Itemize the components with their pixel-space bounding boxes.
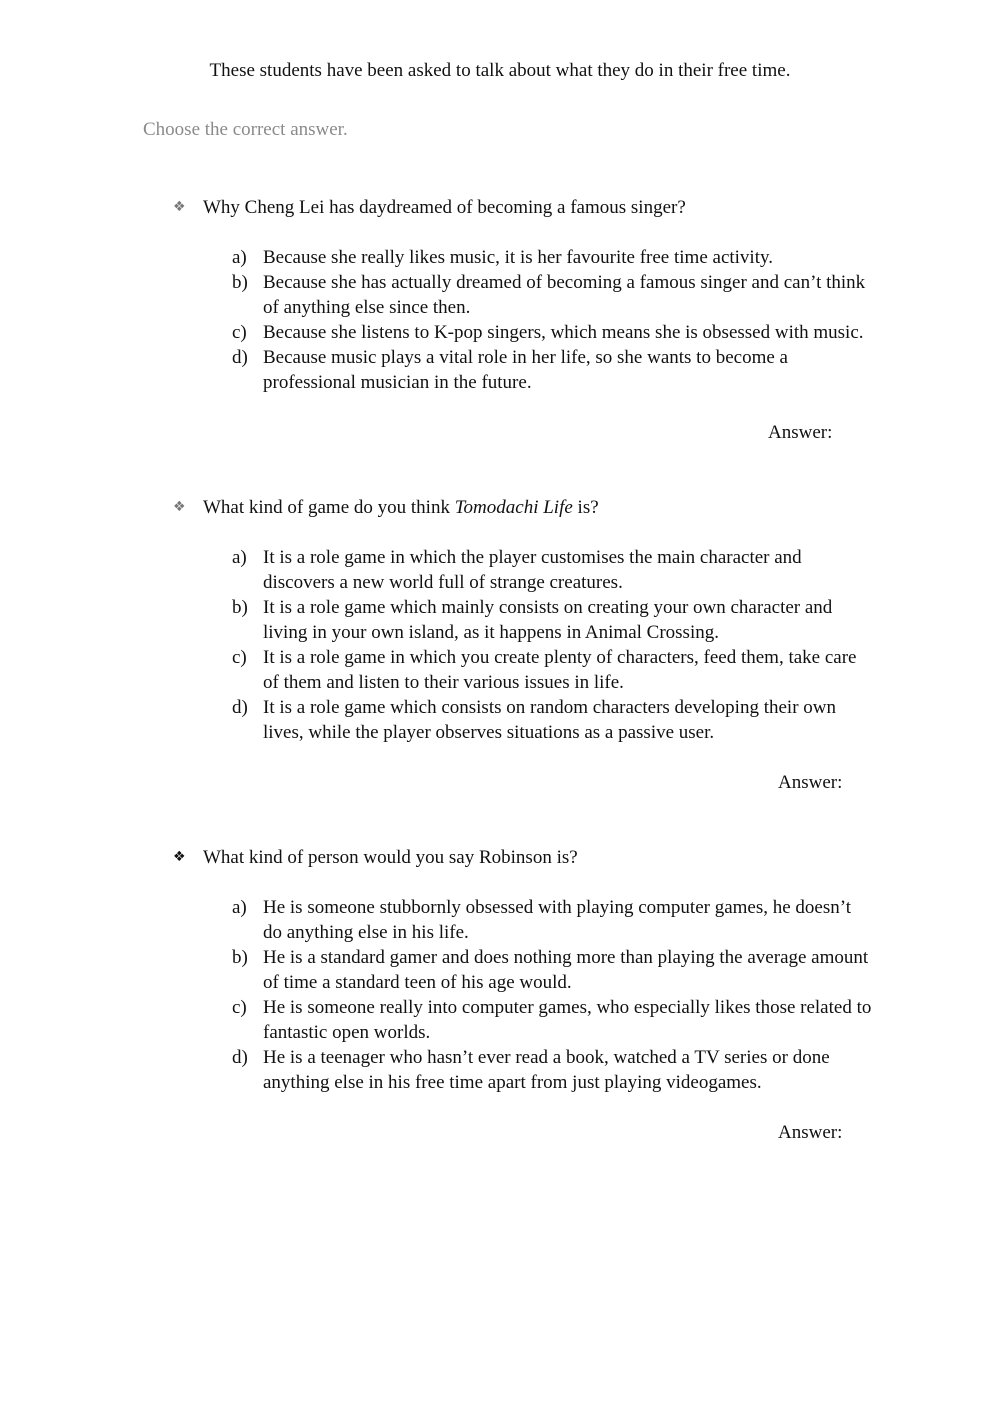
diamond-bullet-icon: ❖	[173, 849, 186, 865]
intro-text: These students have been asked to talk about what they do in their free time.	[209, 60, 791, 81]
option-letter: d)	[232, 697, 248, 718]
question-2-text-before: What kind of game do you think	[203, 497, 455, 518]
answer-label-1: Answer:	[768, 422, 833, 443]
option-letter: d)	[232, 1047, 248, 1068]
option-2c[interactable]	[232, 645, 872, 695]
option-letter: a)	[232, 247, 247, 268]
option-2a[interactable]	[232, 545, 872, 595]
option-letter: b)	[232, 947, 248, 968]
option-letter: b)	[232, 272, 248, 293]
option-text: Because she really likes music, it is her favourite free time activity.	[263, 247, 774, 268]
option-3b[interactable]	[232, 945, 872, 995]
option-2b[interactable]	[232, 595, 872, 645]
option-text: He is someone really into computer games, who especially likes those related to fantastic open worlds.	[263, 997, 872, 1043]
option-text: He is someone stubbornly obsessed with playing computer games, he doesn’t do anything else in his life.	[263, 897, 852, 943]
question-2-line	[173, 495, 599, 520]
diamond-bullet-icon: ❖	[173, 199, 186, 215]
option-text: Because she has actually dreamed of becoming a famous singer and can’t think of anything else since then.	[263, 272, 866, 318]
option-letter: d)	[232, 347, 248, 368]
question-2-options	[232, 545, 872, 745]
option-1c[interactable]	[232, 320, 872, 345]
option-text: Because music plays a vital role in her life, so she wants to become a professional musician in the future.	[263, 347, 788, 393]
question-3-line	[173, 845, 578, 870]
option-text: He is a teenager who hasn’t ever read a book, watched a TV series or done anything else in his free time apart from just playing videogames.	[263, 1047, 830, 1093]
option-letter: c)	[232, 647, 247, 668]
question-1-options	[232, 245, 872, 395]
option-3d[interactable]	[232, 1045, 872, 1095]
diamond-bullet-icon: ❖	[173, 499, 186, 515]
question-2-text-after: is?	[572, 497, 599, 518]
option-2d[interactable]	[232, 695, 872, 745]
question-3-options	[232, 895, 872, 1095]
option-letter: c)	[232, 997, 247, 1018]
option-text: It is a role game which consists on random characters developing their own lives, while the player observes situations as a passive user.	[263, 697, 836, 743]
option-text: It is a role game in which the player customises the main character and discovers a new world full of strange creatures.	[263, 547, 802, 593]
answer-label-2: Answer:	[778, 772, 843, 793]
question-3-text: What kind of person would you say Robinson is?	[203, 847, 578, 868]
option-letter: a)	[232, 897, 247, 918]
option-letter: a)	[232, 547, 247, 568]
option-1a[interactable]	[232, 245, 872, 270]
option-letter: b)	[232, 597, 248, 618]
question-2-game-title: Tomodachi Life	[454, 497, 573, 518]
option-3a[interactable]	[232, 895, 872, 945]
option-letter: c)	[232, 322, 247, 343]
question-1-line	[173, 195, 686, 220]
question-1-text: Why Cheng Lei has daydreamed of becoming a famous singer?	[203, 197, 686, 218]
option-text: It is a role game in which you create plenty of characters, feed them, take care of them and listen to their various issues in life.	[263, 647, 857, 693]
option-3c[interactable]	[232, 995, 872, 1045]
answer-label-3: Answer:	[778, 1122, 843, 1143]
instruction-text: Choose the correct answer.	[143, 119, 348, 140]
option-text: Because she listens to K-pop singers, which means she is obsessed with music.	[263, 322, 864, 343]
option-text: It is a role game which mainly consists on creating your own character and living in your own island, as it happens in Animal Crossing.	[263, 597, 833, 643]
option-1b[interactable]	[232, 270, 872, 320]
option-1d[interactable]	[232, 345, 872, 395]
option-text: He is a standard gamer and does nothing more than playing the average amount of time a standard teen of his age would.	[263, 947, 869, 993]
